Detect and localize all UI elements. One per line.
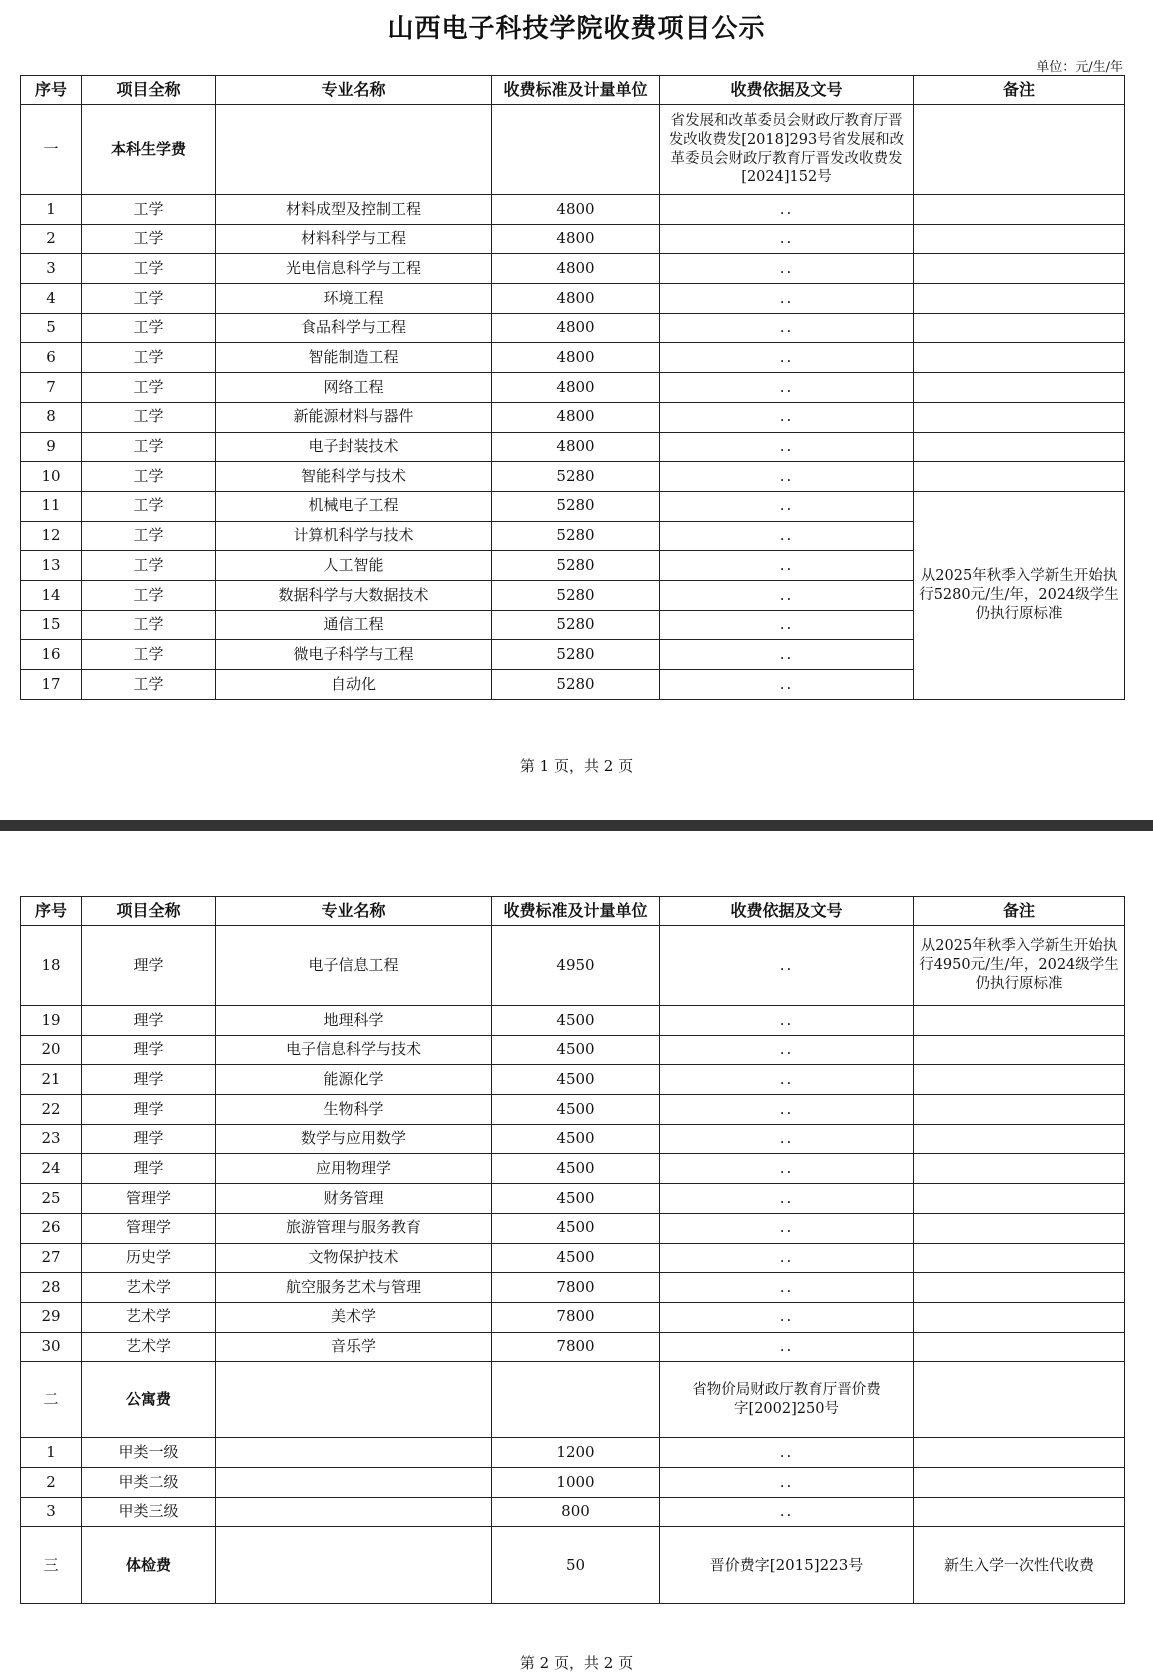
cell-basis: .. bbox=[660, 1302, 914, 1332]
cell-no: 21 bbox=[21, 1065, 82, 1095]
cell-fee: 4500 bbox=[492, 1213, 660, 1243]
table-row bbox=[21, 1438, 1125, 1468]
header-basis: 收费依据及文号 bbox=[660, 897, 914, 926]
cell-fee: 1000 bbox=[492, 1467, 660, 1497]
cell-major: 数据科学与大数据技术 bbox=[216, 580, 492, 610]
cell-fee: 4500 bbox=[492, 1243, 660, 1273]
cell-basis: .. bbox=[660, 640, 914, 670]
cell-no: 12 bbox=[21, 521, 82, 551]
cell-fee: 4800 bbox=[492, 343, 660, 373]
section-note bbox=[914, 1362, 1125, 1438]
table-row bbox=[21, 1332, 1125, 1362]
table-row bbox=[21, 343, 1125, 373]
table-row bbox=[21, 462, 1125, 492]
cell-fee: 4500 bbox=[492, 1006, 660, 1036]
cell-no: 19 bbox=[21, 1006, 82, 1036]
cell-note bbox=[914, 1124, 1125, 1154]
table-row bbox=[21, 1467, 1125, 1497]
cell-fee: 7800 bbox=[492, 1302, 660, 1332]
cell-no: 16 bbox=[21, 640, 82, 670]
cell-category: 工学 bbox=[82, 195, 216, 225]
cell-basis: .. bbox=[660, 224, 914, 254]
cell-no: 13 bbox=[21, 551, 82, 581]
fee-table-page-1 bbox=[20, 75, 1125, 700]
cell-basis: .. bbox=[660, 195, 914, 225]
cell-major: 应用物理学 bbox=[216, 1154, 492, 1184]
cell-note bbox=[914, 1243, 1125, 1273]
cell-note bbox=[914, 1065, 1125, 1095]
cell-basis: .. bbox=[660, 1124, 914, 1154]
cell-note bbox=[914, 373, 1125, 403]
cell-no: 7 bbox=[21, 373, 82, 403]
cell-fee: 800 bbox=[492, 1497, 660, 1527]
cell-basis: .. bbox=[660, 1095, 914, 1125]
header-fee: 收费标准及计量单位 bbox=[492, 76, 660, 105]
cell-basis: .. bbox=[660, 254, 914, 284]
section-fee bbox=[492, 105, 660, 195]
cell-no: 11 bbox=[21, 491, 82, 521]
cell-category: 工学 bbox=[82, 491, 216, 521]
table-header-row bbox=[21, 76, 1125, 105]
cell-major: 航空服务艺术与管理 bbox=[216, 1273, 492, 1303]
cell-fee: 4800 bbox=[492, 224, 660, 254]
cell-note bbox=[914, 1035, 1125, 1065]
cell-basis: .. bbox=[660, 521, 914, 551]
cell-note bbox=[914, 313, 1125, 343]
cell-basis: .. bbox=[660, 1438, 914, 1468]
cell-no: 18 bbox=[21, 926, 82, 1006]
cell-basis: .. bbox=[660, 491, 914, 521]
cell-category: 工学 bbox=[82, 462, 216, 492]
cell-category: 艺术学 bbox=[82, 1302, 216, 1332]
table-row bbox=[21, 313, 1125, 343]
cell-basis: .. bbox=[660, 402, 914, 432]
cell-fee: 4500 bbox=[492, 1035, 660, 1065]
cell-fee: 4500 bbox=[492, 1065, 660, 1095]
cell-category: 理学 bbox=[82, 1065, 216, 1095]
cell-basis: .. bbox=[660, 670, 914, 700]
cell-note bbox=[914, 1095, 1125, 1125]
cell-no: 10 bbox=[21, 462, 82, 492]
unit-label: 单位：元/生/年 bbox=[1036, 60, 1123, 75]
cell-category: 工学 bbox=[82, 402, 216, 432]
header-no: 序号 bbox=[21, 76, 82, 105]
header-note: 备注 bbox=[914, 76, 1125, 105]
cell-category: 工学 bbox=[82, 521, 216, 551]
section-basis: 省发展和改革委员会财政厅教育厅晋发改收费发[2018]293号省发展和改革委员会财政厅教育厅晋发改收费发[2024]152号 bbox=[660, 105, 914, 195]
cell-major bbox=[216, 1497, 492, 1527]
cell-no: 1 bbox=[21, 1438, 82, 1468]
cell-no: 14 bbox=[21, 580, 82, 610]
cell-no: 30 bbox=[21, 1332, 82, 1362]
section-no: 二 bbox=[21, 1362, 82, 1438]
header-major: 专业名称 bbox=[216, 76, 492, 105]
section-basis: 晋价费字[2015]223号 bbox=[660, 1527, 914, 1604]
cell-fee: 7800 bbox=[492, 1332, 660, 1362]
cell-no: 17 bbox=[21, 670, 82, 700]
cell-no: 3 bbox=[21, 254, 82, 284]
cell-category: 工学 bbox=[82, 580, 216, 610]
cell-fee: 5280 bbox=[492, 640, 660, 670]
cell-fee: 4500 bbox=[492, 1154, 660, 1184]
cell-category: 工学 bbox=[82, 670, 216, 700]
cell-category: 理学 bbox=[82, 1095, 216, 1125]
table-row bbox=[21, 1213, 1125, 1243]
section-row-exam bbox=[21, 1527, 1125, 1604]
cell-no: 9 bbox=[21, 432, 82, 462]
cell-note-merged: 从2025年秋季入学新生开始执行5280元/生/年，2024级学生仍执行原标准 bbox=[914, 491, 1125, 699]
table-row bbox=[21, 402, 1125, 432]
cell-category: 甲类三级 bbox=[82, 1497, 216, 1527]
cell-no: 26 bbox=[21, 1213, 82, 1243]
cell-major: 网络工程 bbox=[216, 373, 492, 403]
cell-basis: .. bbox=[660, 1154, 914, 1184]
cell-note bbox=[914, 224, 1125, 254]
header-item: 项目全称 bbox=[82, 897, 216, 926]
cell-fee: 4800 bbox=[492, 313, 660, 343]
table-row bbox=[21, 926, 1125, 1006]
cell-major: 计算机科学与技术 bbox=[216, 521, 492, 551]
cell-category: 历史学 bbox=[82, 1243, 216, 1273]
cell-major: 新能源材料与器件 bbox=[216, 402, 492, 432]
table-row bbox=[21, 1095, 1125, 1125]
cell-no: 4 bbox=[21, 284, 82, 314]
cell-category: 管理学 bbox=[82, 1213, 216, 1243]
page-2 bbox=[0, 830, 1153, 1672]
cell-major: 人工智能 bbox=[216, 551, 492, 581]
cell-major: 光电信息科学与工程 bbox=[216, 254, 492, 284]
cell-major: 材料科学与工程 bbox=[216, 224, 492, 254]
cell-category: 工学 bbox=[82, 224, 216, 254]
cell-fee: 4800 bbox=[492, 402, 660, 432]
table-row bbox=[21, 1184, 1125, 1214]
cell-major: 电子信息科学与技术 bbox=[216, 1035, 492, 1065]
section-name: 公寓费 bbox=[82, 1362, 216, 1438]
cell-category: 理学 bbox=[82, 1124, 216, 1154]
section-major bbox=[216, 1527, 492, 1604]
section-note bbox=[914, 105, 1125, 195]
section-note: 新生入学一次性代收费 bbox=[914, 1527, 1125, 1604]
cell-basis: .. bbox=[660, 1243, 914, 1273]
cell-major: 电子信息工程 bbox=[216, 926, 492, 1006]
cell-fee: 4500 bbox=[492, 1124, 660, 1154]
cell-major: 生物科学 bbox=[216, 1095, 492, 1125]
cell-no: 20 bbox=[21, 1035, 82, 1065]
fee-table-page-2 bbox=[20, 896, 1125, 1604]
cell-category: 理学 bbox=[82, 926, 216, 1006]
cell-category: 艺术学 bbox=[82, 1273, 216, 1303]
cell-no: 15 bbox=[21, 610, 82, 640]
cell-fee: 4950 bbox=[492, 926, 660, 1006]
cell-category: 管理学 bbox=[82, 1184, 216, 1214]
cell-no: 25 bbox=[21, 1184, 82, 1214]
cell-note bbox=[914, 1154, 1125, 1184]
cell-major: 数学与应用数学 bbox=[216, 1124, 492, 1154]
cell-note bbox=[914, 254, 1125, 284]
cell-major: 智能制造工程 bbox=[216, 343, 492, 373]
section-name: 本科生学费 bbox=[82, 105, 216, 195]
section-major bbox=[216, 1362, 492, 1438]
page-1 bbox=[0, 0, 1153, 820]
cell-category: 工学 bbox=[82, 551, 216, 581]
table-header-row bbox=[21, 897, 1125, 926]
cell-basis: .. bbox=[660, 1065, 914, 1095]
cell-fee: 4800 bbox=[492, 284, 660, 314]
cell-major: 地理科学 bbox=[216, 1006, 492, 1036]
section-no: 三 bbox=[21, 1527, 82, 1604]
cell-note bbox=[914, 1438, 1125, 1468]
table-row bbox=[21, 1243, 1125, 1273]
cell-major: 通信工程 bbox=[216, 610, 492, 640]
section-basis: 省物价局财政厅教育厅晋价费字[2002]250号 bbox=[660, 1362, 914, 1438]
cell-major: 能源化学 bbox=[216, 1065, 492, 1095]
cell-basis: .. bbox=[660, 462, 914, 492]
cell-major: 文物保护技术 bbox=[216, 1243, 492, 1273]
cell-note bbox=[914, 1302, 1125, 1332]
table-row bbox=[21, 1302, 1125, 1332]
section-row-tuition bbox=[21, 105, 1125, 195]
cell-no: 3 bbox=[21, 1497, 82, 1527]
cell-note bbox=[914, 402, 1125, 432]
cell-no: 24 bbox=[21, 1154, 82, 1184]
page-footer: 第 1 页，共 2 页 bbox=[519, 757, 634, 775]
cell-basis: .. bbox=[660, 926, 914, 1006]
cell-major bbox=[216, 1467, 492, 1497]
header-major: 专业名称 bbox=[216, 897, 492, 926]
table-row bbox=[21, 1065, 1125, 1095]
cell-note bbox=[914, 195, 1125, 225]
cell-category: 工学 bbox=[82, 284, 216, 314]
cell-major: 音乐学 bbox=[216, 1332, 492, 1362]
cell-fee: 5280 bbox=[492, 580, 660, 610]
cell-category: 工学 bbox=[82, 432, 216, 462]
cell-note bbox=[914, 1497, 1125, 1527]
cell-note bbox=[914, 1184, 1125, 1214]
cell-basis: .. bbox=[660, 373, 914, 403]
table-row bbox=[21, 1154, 1125, 1184]
cell-major bbox=[216, 1438, 492, 1468]
cell-no: 1 bbox=[21, 195, 82, 225]
table-row bbox=[21, 491, 1125, 521]
cell-no: 2 bbox=[21, 224, 82, 254]
cell-no: 29 bbox=[21, 1302, 82, 1332]
cell-fee: 5280 bbox=[492, 521, 660, 551]
page-footer: 第 2 页，共 2 页 bbox=[519, 1654, 634, 1672]
cell-major: 财务管理 bbox=[216, 1184, 492, 1214]
cell-basis: .. bbox=[660, 432, 914, 462]
cell-category: 工学 bbox=[82, 610, 216, 640]
cell-no: 23 bbox=[21, 1124, 82, 1154]
header-note: 备注 bbox=[914, 897, 1125, 926]
cell-basis: .. bbox=[660, 551, 914, 581]
header-item: 项目全称 bbox=[82, 76, 216, 105]
cell-fee: 4500 bbox=[492, 1095, 660, 1125]
cell-category: 工学 bbox=[82, 343, 216, 373]
page-title: 山西电子科技学院收费项目公示 bbox=[387, 14, 766, 44]
table-row bbox=[21, 1006, 1125, 1036]
section-fee bbox=[492, 1362, 660, 1438]
table-row bbox=[21, 254, 1125, 284]
cell-fee: 1200 bbox=[492, 1438, 660, 1468]
cell-category: 理学 bbox=[82, 1006, 216, 1036]
cell-no: 5 bbox=[21, 313, 82, 343]
cell-no: 6 bbox=[21, 343, 82, 373]
table-row bbox=[21, 1035, 1125, 1065]
cell-major: 机械电子工程 bbox=[216, 491, 492, 521]
table-row bbox=[21, 1273, 1125, 1303]
cell-major: 美术学 bbox=[216, 1302, 492, 1332]
table-row bbox=[21, 432, 1125, 462]
table-row bbox=[21, 284, 1125, 314]
cell-basis: .. bbox=[660, 610, 914, 640]
cell-major: 微电子科学与工程 bbox=[216, 640, 492, 670]
cell-fee: 5280 bbox=[492, 551, 660, 581]
cell-basis: .. bbox=[660, 1467, 914, 1497]
cell-category: 工学 bbox=[82, 373, 216, 403]
cell-basis: .. bbox=[660, 284, 914, 314]
header-basis: 收费依据及文号 bbox=[660, 76, 914, 105]
cell-basis: .. bbox=[660, 343, 914, 373]
cell-basis: .. bbox=[660, 1035, 914, 1065]
cell-no: 27 bbox=[21, 1243, 82, 1273]
cell-note bbox=[914, 343, 1125, 373]
cell-note bbox=[914, 1332, 1125, 1362]
cell-fee: 5280 bbox=[492, 610, 660, 640]
cell-category: 甲类二级 bbox=[82, 1467, 216, 1497]
cell-basis: .. bbox=[660, 313, 914, 343]
cell-major: 智能科学与技术 bbox=[216, 462, 492, 492]
cell-note: 从2025年秋季入学新生开始执行4950元/生/年，2024级学生仍执行原标准 bbox=[914, 926, 1125, 1006]
section-fee: 50 bbox=[492, 1527, 660, 1604]
cell-fee: 5280 bbox=[492, 491, 660, 521]
cell-no: 28 bbox=[21, 1273, 82, 1303]
cell-fee: 4800 bbox=[492, 373, 660, 403]
cell-basis: .. bbox=[660, 580, 914, 610]
cell-note bbox=[914, 1213, 1125, 1243]
cell-fee: 4800 bbox=[492, 254, 660, 284]
cell-category: 工学 bbox=[82, 640, 216, 670]
cell-note bbox=[914, 432, 1125, 462]
cell-note bbox=[914, 462, 1125, 492]
cell-basis: .. bbox=[660, 1213, 914, 1243]
cell-category: 工学 bbox=[82, 254, 216, 284]
cell-no: 2 bbox=[21, 1467, 82, 1497]
table-row bbox=[21, 1497, 1125, 1527]
section-name: 体检费 bbox=[82, 1527, 216, 1604]
cell-fee: 4500 bbox=[492, 1184, 660, 1214]
cell-fee: 5280 bbox=[492, 462, 660, 492]
cell-no: 22 bbox=[21, 1095, 82, 1125]
header-no: 序号 bbox=[21, 897, 82, 926]
table-row bbox=[21, 1124, 1125, 1154]
cell-major: 电子封装技术 bbox=[216, 432, 492, 462]
section-row-dorm bbox=[21, 1362, 1125, 1438]
cell-note bbox=[914, 1467, 1125, 1497]
cell-fee: 5280 bbox=[492, 670, 660, 700]
cell-category: 甲类一级 bbox=[82, 1438, 216, 1468]
header-fee: 收费标准及计量单位 bbox=[492, 897, 660, 926]
cell-category: 工学 bbox=[82, 313, 216, 343]
cell-fee: 4800 bbox=[492, 432, 660, 462]
cell-no: 8 bbox=[21, 402, 82, 432]
cell-major: 旅游管理与服务教育 bbox=[216, 1213, 492, 1243]
cell-basis: .. bbox=[660, 1273, 914, 1303]
cell-category: 理学 bbox=[82, 1154, 216, 1184]
cell-note bbox=[914, 1273, 1125, 1303]
cell-major: 材料成型及控制工程 bbox=[216, 195, 492, 225]
cell-fee: 7800 bbox=[492, 1273, 660, 1303]
table-row bbox=[21, 224, 1125, 254]
cell-basis: .. bbox=[660, 1332, 914, 1362]
cell-fee: 4800 bbox=[492, 195, 660, 225]
cell-category: 理学 bbox=[82, 1035, 216, 1065]
cell-major: 食品科学与工程 bbox=[216, 313, 492, 343]
cell-note bbox=[914, 1006, 1125, 1036]
table-row bbox=[21, 195, 1125, 225]
cell-note bbox=[914, 284, 1125, 314]
cell-major: 自动化 bbox=[216, 670, 492, 700]
cell-category: 艺术学 bbox=[82, 1332, 216, 1362]
cell-major: 环境工程 bbox=[216, 284, 492, 314]
section-major bbox=[216, 105, 492, 195]
cell-basis: .. bbox=[660, 1497, 914, 1527]
table-row bbox=[21, 373, 1125, 403]
cell-basis: .. bbox=[660, 1184, 914, 1214]
section-no: 一 bbox=[21, 105, 82, 195]
cell-basis: .. bbox=[660, 1006, 914, 1036]
